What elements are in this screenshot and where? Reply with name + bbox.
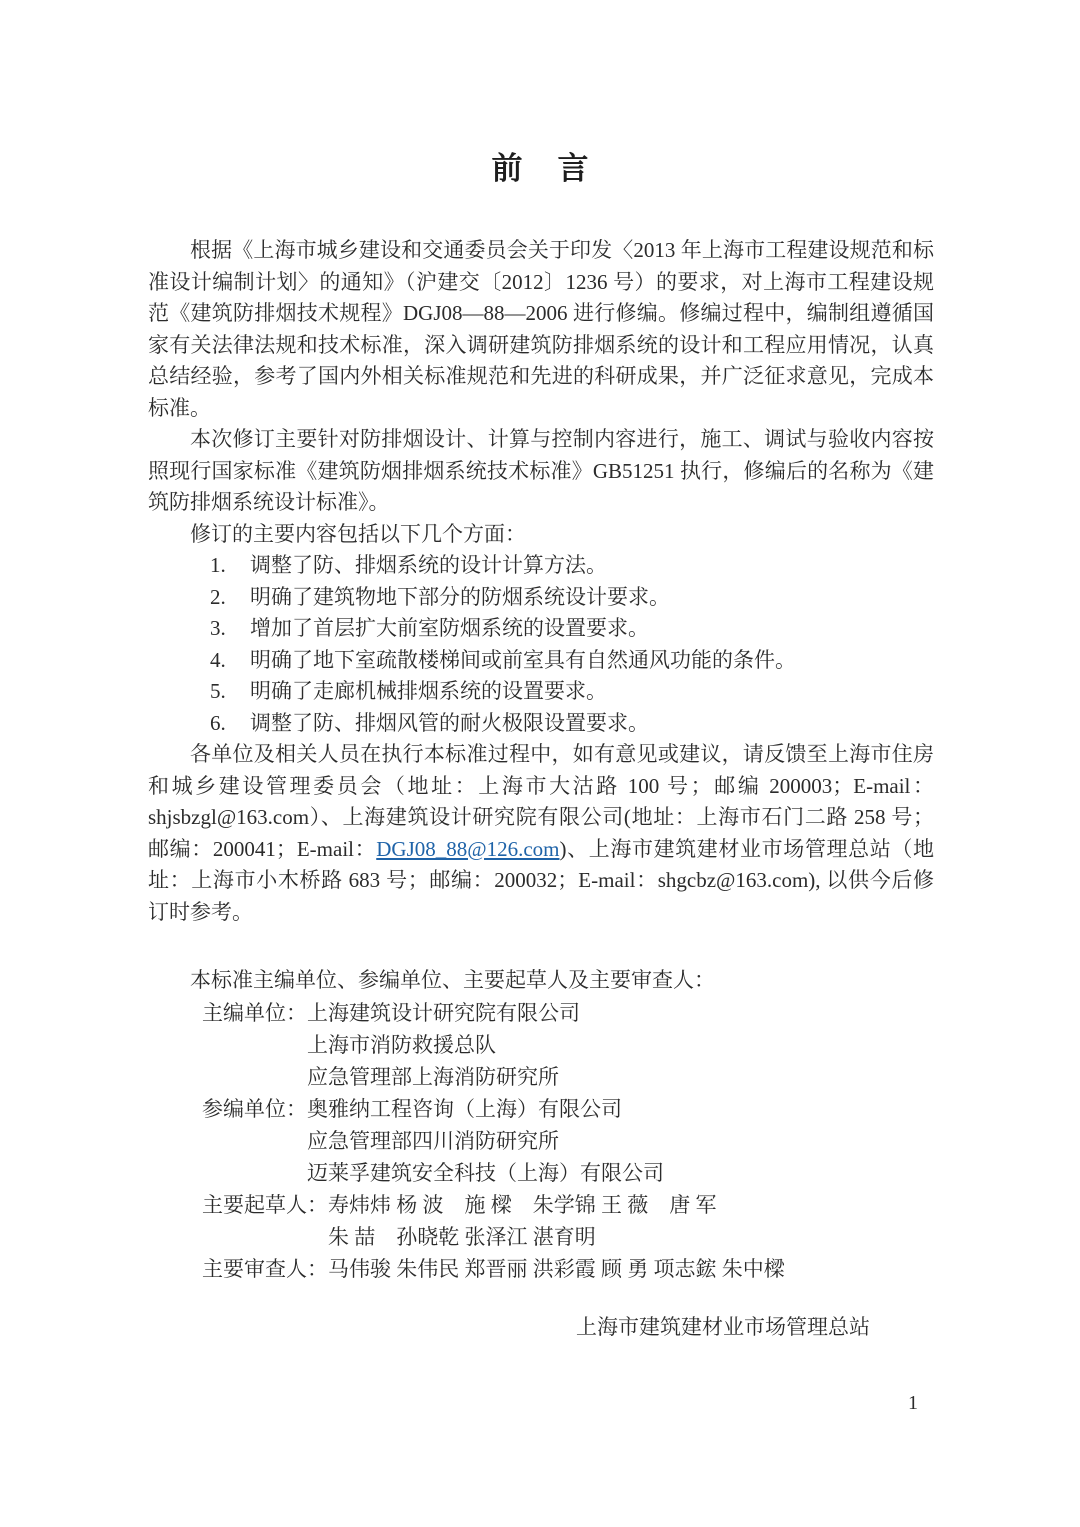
credit-line: 上海建筑设计研究院有限公司	[307, 1000, 580, 1025]
credit-line: 上海市消防救援总队	[307, 1032, 496, 1057]
feedback-text-after: )、上海市建筑建材业市场管理总站（地址：上海市小木桥路 683 号；邮编：200032；E-mail：shgcbz@163.com), 以供今后修订时参考。	[148, 836, 934, 924]
credit-line: 应急管理部上海消防研究所	[307, 1064, 559, 1089]
credit-row-chief-editing-unit	[148, 997, 934, 1093]
revision-item	[148, 645, 934, 677]
credit-row-participating-unit	[148, 1093, 934, 1189]
revision-item-text: 调整了防、排烟风管的耐火极限设置要求。	[250, 710, 649, 735]
credits-block	[148, 997, 934, 1285]
revision-item-number: 5.	[210, 679, 226, 703]
revision-item-text: 增加了首层扩大前室防烟系统的设置要求。	[250, 616, 649, 640]
revision-item-number: 6.	[210, 710, 226, 735]
page-title: 前 言	[491, 151, 591, 186]
revision-item	[148, 613, 934, 645]
credit-lines	[328, 1253, 934, 1285]
revision-item-text: 调整了防、排烟系统的设计计算方法。	[250, 553, 607, 577]
credit-lines	[307, 1093, 934, 1189]
page-content	[0, 143, 1080, 1343]
credit-row-chief-drafters	[148, 1189, 934, 1253]
credit-lines	[307, 997, 934, 1093]
paragraph-basis: 根据《上海市城乡建设和交通委员会关于印发〈2013 年上海市工程建设规范和标准设计编制计划〉的通知》（沪建交〔2012〕1236 号）的要求，对上海市工程建设规范《建筑防排烟技术规程》DGJ08—88—2006 进行修编。修编过程中，编制组遵循国家有关法律法规和技术标准，深入调研建筑防排烟系统的设计和工程应用情况，认真总结经验，参考了国内外相关标准规范和先进的科研成果，并广泛征求意见，完成本标准。	[148, 238, 934, 420]
paragraph-revision-scope: 本次修订主要针对防排烟设计、计算与控制内容进行，施工、调试与验收内容按照现行国家标准《建筑防烟排烟系统技术标准》GB51251 执行，修编后的名称为《建筑防排烟系统设计标准》。	[148, 427, 934, 514]
feedback-text-before: 各单位及相关人员在执行本标准过程中，如有意见或建议，请反馈至上海市住房和城乡建设管理委员会（地址：上海市大沽路 100 号；邮编 200003；E-mail：shjsbzgl@163.com）、上海建筑设计研究院有限公司(地址：上海市石门二路 258 号；邮编：200041；E-mail：	[148, 742, 934, 861]
credit-label: 参编单位：	[202, 1096, 307, 1121]
revision-list	[148, 550, 934, 739]
credit-row-chief-reviewers	[148, 1253, 934, 1285]
revision-item-text: 明确了地下室疏散楼梯间或前室具有自然通风功能的条件。	[250, 647, 796, 672]
revision-item	[148, 708, 934, 740]
credit-lines	[328, 1189, 934, 1253]
revision-item	[148, 550, 934, 582]
paragraph-revision-intro: 修订的主要内容包括以下几个方面：	[190, 521, 526, 546]
paragraph-feedback	[148, 739, 934, 928]
credit-line: 应急管理部四川消防研究所	[307, 1128, 559, 1153]
revision-item-number: 2.	[210, 584, 226, 609]
revision-item	[148, 582, 934, 614]
revision-item	[148, 676, 934, 708]
credit-line: 寿炜炜 杨 波 施 樑 朱学锦 王 薇 唐 军	[328, 1192, 717, 1217]
revision-item-number: 3.	[210, 616, 226, 640]
revision-item-number: 4.	[210, 647, 226, 672]
credit-line: 迈莱孚建筑安全科技（上海）有限公司	[307, 1160, 664, 1185]
revision-item-text: 明确了建筑物地下部分的防烟系统设计要求。	[250, 584, 670, 609]
credit-line: 朱 喆 孙晓乾 张泽江 湛育明	[328, 1224, 596, 1249]
credit-label: 主编单位：	[202, 1000, 307, 1025]
paragraph-credits-intro: 本标准主编单位、参编单位、主要起草人及主要审查人：	[190, 968, 715, 992]
email-link[interactable]: DGJ08_88@126.com	[376, 836, 560, 861]
signature-org: 上海市建筑建材业市场管理总站	[576, 1314, 870, 1339]
credit-line: 马伟骏 朱伟民 郑晋丽 洪彩霞 顾 勇 项志鋐 朱中樑	[328, 1256, 785, 1281]
page-number: 1	[908, 1392, 918, 1414]
credit-label: 主要起草人：	[202, 1192, 328, 1217]
revision-item-text: 明确了走廊机械排烟系统的设置要求。	[250, 679, 607, 703]
credit-line: 奥雅纳工程咨询（上海）有限公司	[307, 1096, 622, 1121]
revision-item-number: 1.	[210, 553, 226, 577]
credit-label: 主要审查人：	[202, 1256, 328, 1281]
